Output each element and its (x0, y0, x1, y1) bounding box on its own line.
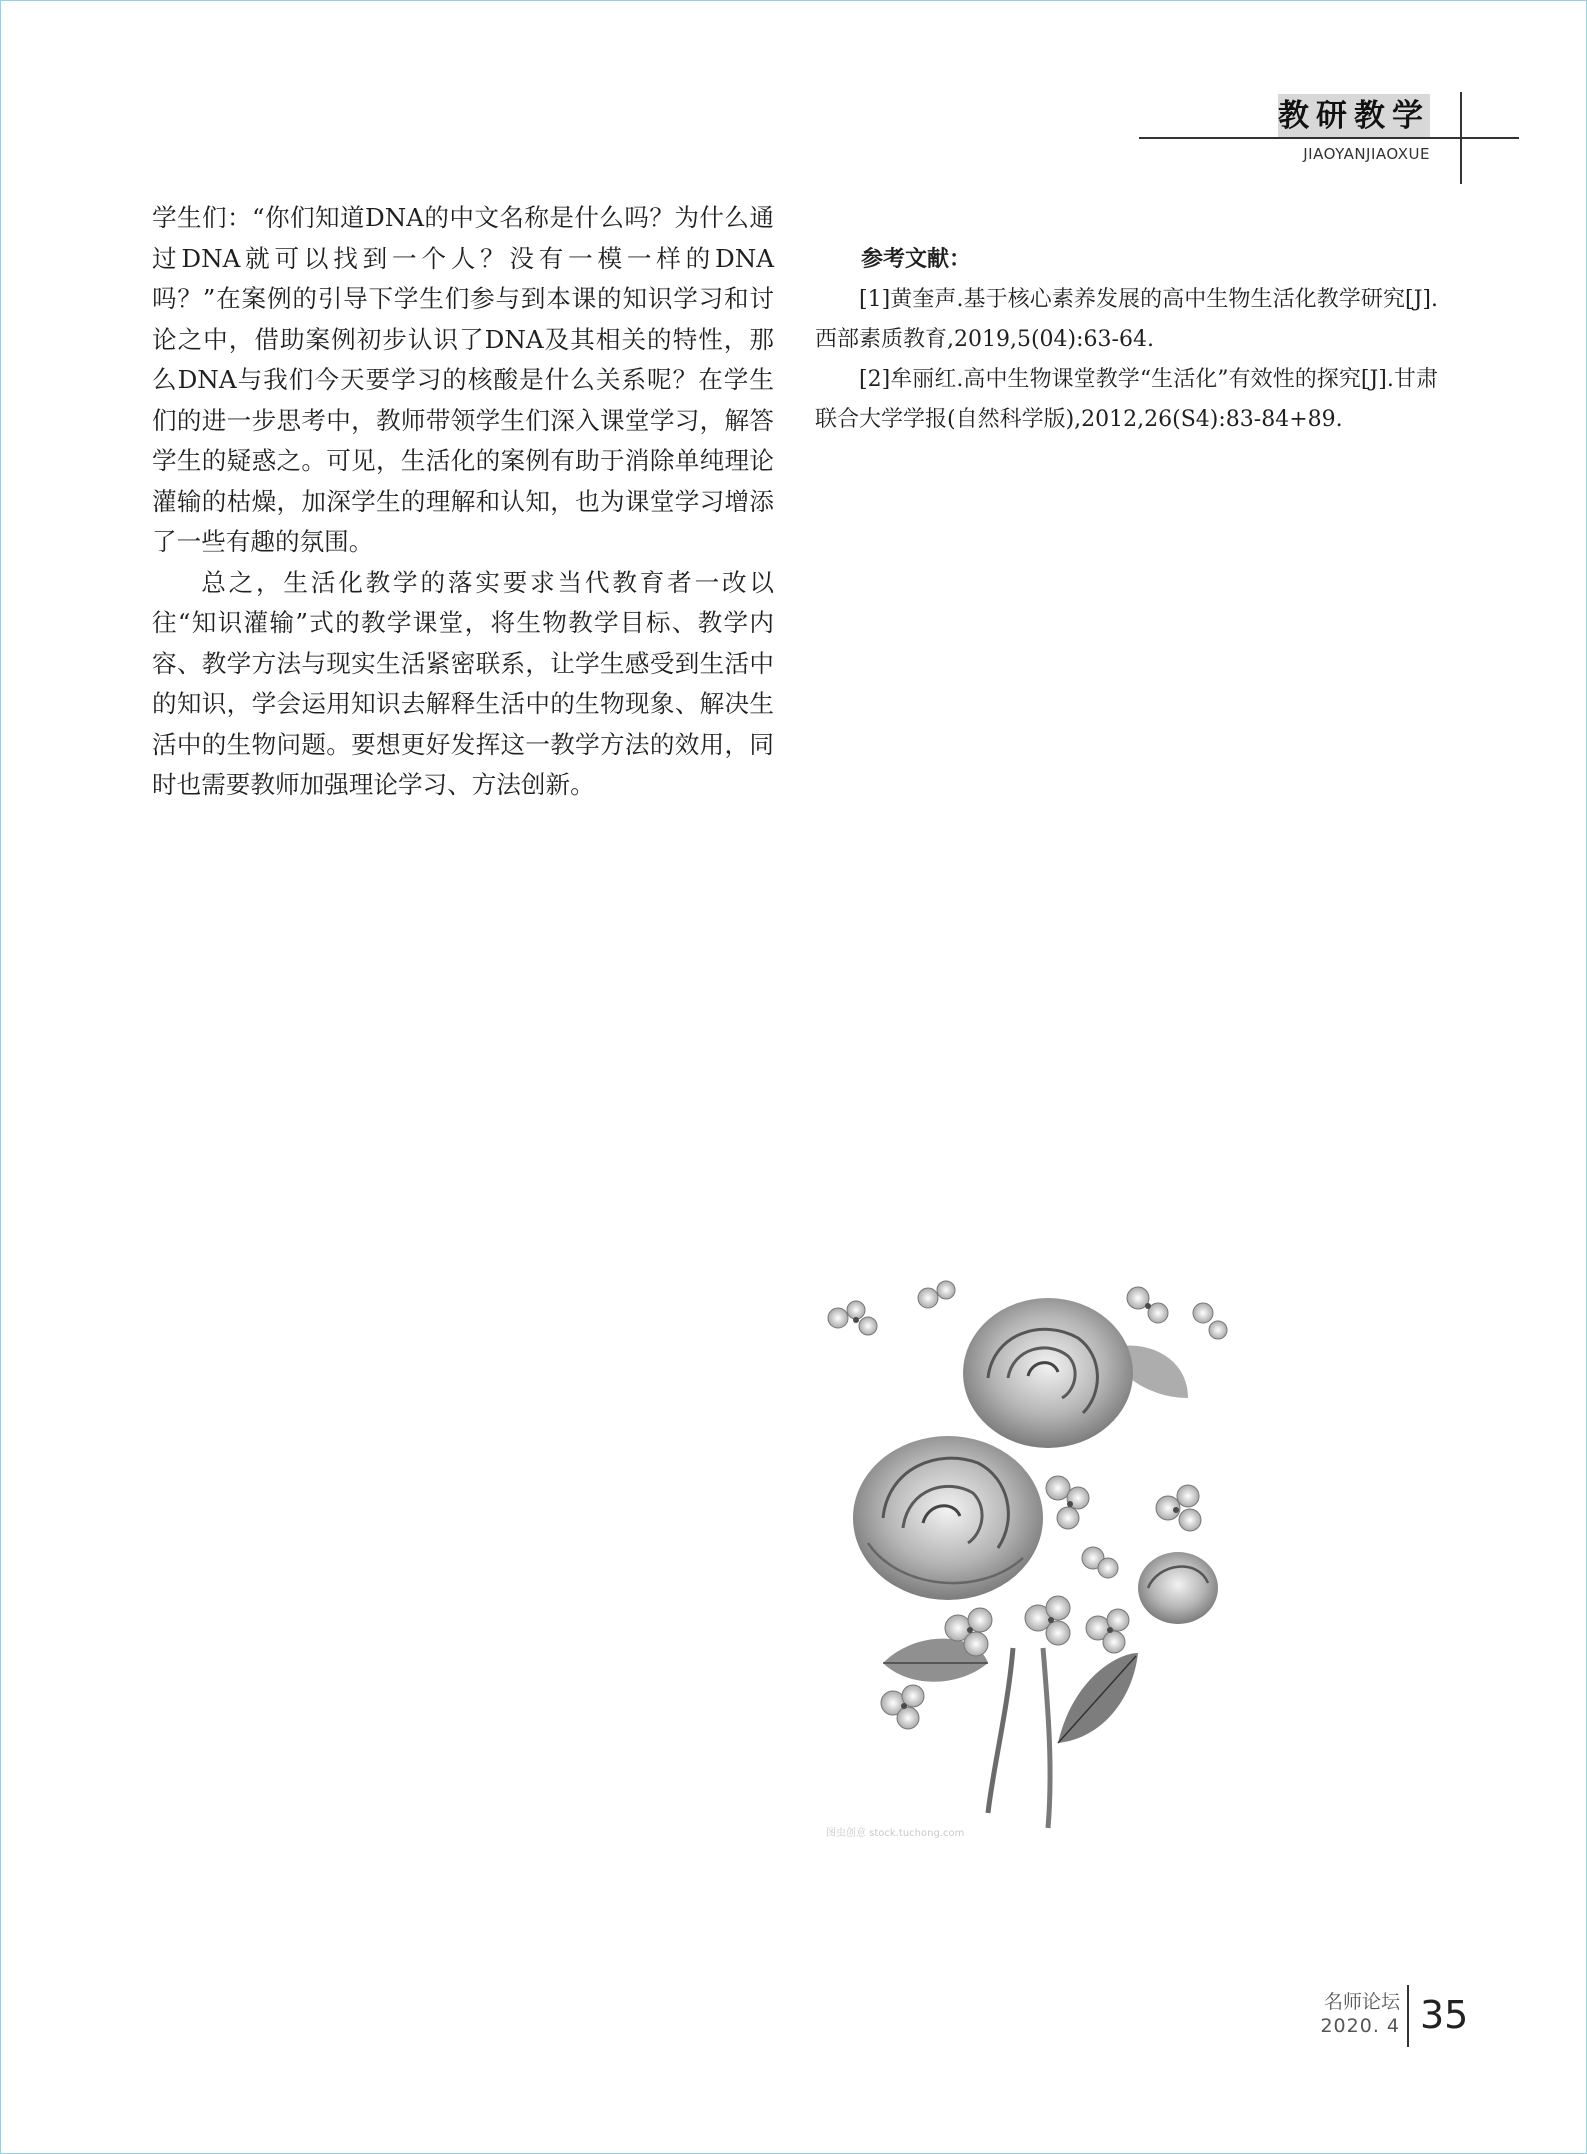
header-rule (1139, 137, 1519, 139)
header-vertical-rule (1460, 92, 1462, 184)
body-column (152, 198, 774, 806)
section-pinyin: JIAOYANJIAOXUE (1303, 145, 1430, 163)
reference-item: [1]黄奎声.基于核心素养发展的高中生物生活化教学研究[J].西部素质教育,2019,5(04):63-64. (815, 287, 1438, 352)
journal-name: 名师论坛 (1323, 1991, 1400, 2013)
section-title: 教研教学 (1278, 94, 1430, 138)
footer-rule (1407, 1985, 1409, 2047)
page-number: 35 (1420, 1993, 1469, 2037)
references-heading: 参考文献： (861, 247, 972, 272)
issue-number: 2020. 4 (1320, 2015, 1400, 2037)
body-paragraph: 总之，生活化教学的落实要求当代教育者一改以往“知识灌输”式的教学课堂，将生物教学目标、教学内容、教学方法与现实生活紧密联系，让学生感受到生活中的知识，学会运用知识去解释生活中的生物现象、解决生活中的生物问题。要想更好发挥这一教学方法的效用，同时也需要教师加强理论学习、方法创新。 (152, 567, 774, 799)
references-section (815, 240, 1438, 440)
rose-bouquet-illustration (808, 1268, 1268, 1838)
reference-item: [2]牟丽红.高中生物课堂教学“生活化”有效性的探究[J].甘肃联合大学学报(自然科学版),2012,26(S4):83-84+89. (815, 367, 1438, 432)
body-paragraph: 学生们：“你们知道DNA的中文名称是什么吗？为什么通过DNA就可以找到一个人？没有一模一样的DNA吗？”在案例的引导下学生们参与到本课的知识学习和讨论之中，借助案例初步认识了DNA及其相关的特性，那么DNA与我们今天要学习的核酸是什么关系呢？在学生们的进一步思考中，教师带领学生们深入课堂学习，解答学生的疑惑之。可见，生活化的案例有助于消除单纯理论灌输的枯燥，加深学生的理解和认知，也为课堂学习增添了一些有趣的氛围。 (152, 203, 774, 556)
watermark: 图虫创意 stock.tuchong.com (826, 1828, 965, 1839)
